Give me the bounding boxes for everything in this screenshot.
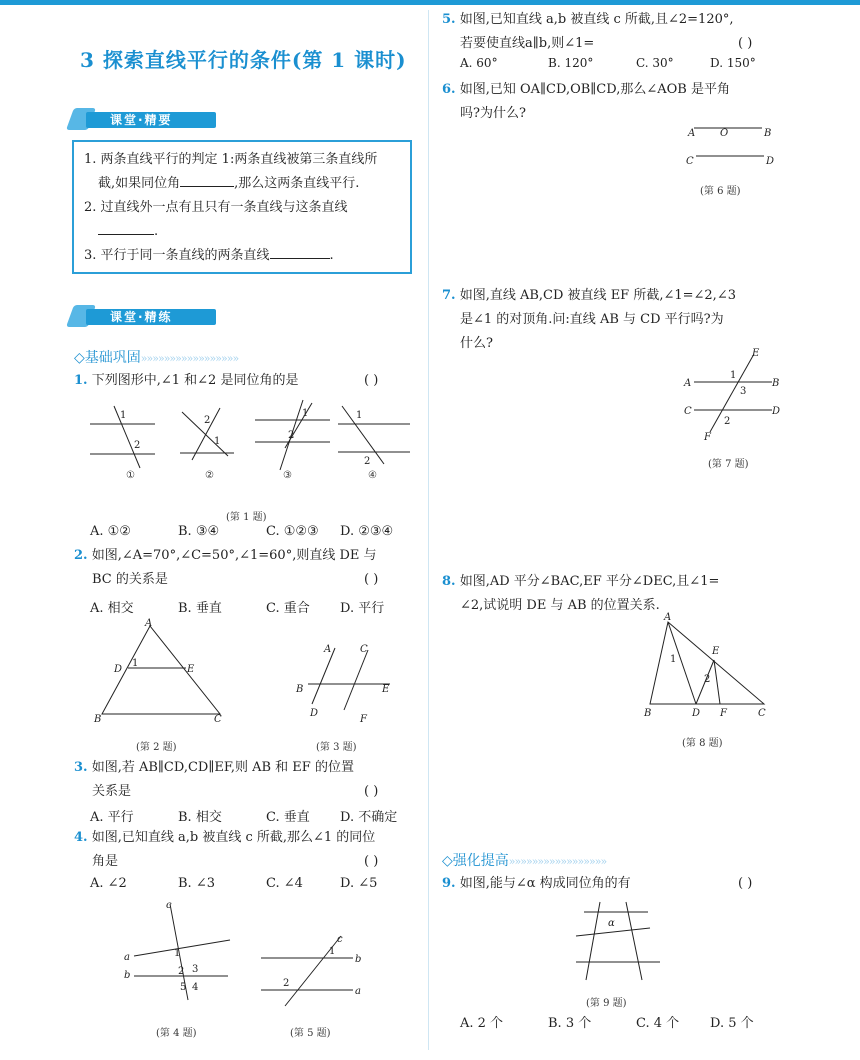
svg-text:1: 1 bbox=[120, 410, 127, 421]
svg-text:C: C bbox=[684, 406, 692, 417]
svg-text:O: O bbox=[720, 128, 729, 139]
ribbon-practice-label: 课堂·精练 bbox=[110, 310, 173, 324]
q1-option-d[interactable]: D. ②③④ bbox=[340, 524, 394, 539]
svg-text:1: 1 bbox=[132, 658, 139, 669]
svg-text:3: 3 bbox=[192, 964, 199, 975]
svg-text:C: C bbox=[686, 156, 694, 167]
svg-text:b: b bbox=[355, 954, 362, 965]
answer-blank[interactable] bbox=[98, 220, 154, 235]
q7-figure bbox=[680, 346, 790, 446]
q2-figure bbox=[90, 618, 240, 728]
svg-text:2: 2 bbox=[704, 674, 711, 685]
q8-line2: ∠2,试说明 DE 与 AB 的位置关系. bbox=[460, 598, 660, 613]
q7-caption: (第 7 题) bbox=[708, 459, 749, 470]
svg-text:D: D bbox=[772, 406, 781, 417]
svg-text:E: E bbox=[382, 684, 390, 695]
svg-text:5: 5 bbox=[180, 982, 187, 993]
q4-figure bbox=[120, 898, 240, 1008]
q2-option-a[interactable]: A. 相交 bbox=[90, 601, 134, 616]
q6-figure bbox=[684, 120, 794, 170]
q5-option-d[interactable]: D. 150° bbox=[710, 56, 756, 70]
svg-text:A: A bbox=[684, 378, 692, 389]
q5-line2: 若要使直线a∥b,则∠1= bbox=[460, 36, 595, 51]
svg-text:1: 1 bbox=[670, 654, 677, 665]
q8-line1: 8. 如图,AD 平分∠BAC,EF 平分∠DEC,且∠1= bbox=[442, 574, 720, 589]
svg-text:B: B bbox=[644, 708, 652, 719]
svg-text:B: B bbox=[764, 128, 772, 139]
svg-text:A: A bbox=[145, 618, 153, 629]
q5-caption: (第 5 题) bbox=[290, 1028, 331, 1039]
svg-text:E: E bbox=[712, 646, 720, 657]
q1-option-c[interactable]: C. ①②③ bbox=[266, 524, 319, 539]
svg-text:F: F bbox=[360, 714, 367, 725]
q8-caption: (第 8 题) bbox=[682, 738, 723, 749]
page-title: 3 探索直线平行的条件(第 1 课时) bbox=[80, 48, 407, 72]
answer-paren[interactable]: ( ) bbox=[364, 572, 379, 587]
svg-text:A: A bbox=[688, 128, 696, 139]
svg-text:a: a bbox=[355, 986, 361, 997]
q6-caption: (第 6 题) bbox=[700, 186, 741, 197]
q4-option-c[interactable]: C. ∠4 bbox=[266, 876, 303, 891]
q2-line2: BC 的关系是 bbox=[92, 572, 168, 587]
svg-text:D: D bbox=[766, 156, 775, 167]
q2-line1: 2. 如图,∠A=70°,∠C=50°,∠1=60°,则直线 DE 与 bbox=[74, 548, 377, 563]
svg-text:1: 1 bbox=[329, 946, 336, 957]
answer-blank[interactable] bbox=[270, 244, 330, 259]
q9-figure bbox=[570, 898, 670, 988]
q5-option-a[interactable]: A. 60° bbox=[460, 56, 498, 70]
q9-caption: (第 9 题) bbox=[586, 998, 627, 1009]
answer-paren[interactable]: ( ) bbox=[364, 373, 379, 388]
section-basic: ◇基础巩固»»»»»»»»»»»»»»»»» bbox=[74, 350, 239, 366]
q2-option-c[interactable]: C. 重合 bbox=[266, 601, 310, 616]
q1-option-a[interactable]: A. ①② bbox=[90, 524, 131, 539]
svg-text:c: c bbox=[337, 934, 343, 945]
svg-text:1: 1 bbox=[356, 410, 363, 421]
svg-text:2: 2 bbox=[204, 415, 211, 426]
svg-text:2: 2 bbox=[364, 456, 371, 467]
ribbon-practice bbox=[70, 305, 220, 327]
svg-text:b: b bbox=[124, 970, 131, 981]
svg-text:4: 4 bbox=[192, 982, 199, 993]
q9-option-d[interactable]: D. 5 个 bbox=[710, 1016, 754, 1031]
ribbon-key-points-label: 课堂·精要 bbox=[110, 113, 173, 127]
q3-option-d[interactable]: D. 不确定 bbox=[340, 810, 398, 825]
section-advanced: ◇强化提高»»»»»»»»»»»»»»»»» bbox=[442, 853, 607, 869]
q1-stem: 1. 下列图形中,∠1 和∠2 是同位角的是 bbox=[74, 373, 299, 388]
svg-text:c: c bbox=[166, 900, 172, 911]
svg-text:C: C bbox=[360, 644, 368, 655]
svg-text:2: 2 bbox=[134, 440, 141, 451]
q1-caption: (第 1 题) bbox=[226, 512, 267, 523]
q5-line1: 5. 如图,已知直线 a,b 被直线 c 所截,且∠2=120°, bbox=[442, 12, 734, 27]
q4-line1: 4. 如图,已知直线 a,b 被直线 c 所截,那么∠1 的同位 bbox=[74, 830, 376, 845]
svg-text:2: 2 bbox=[724, 416, 731, 427]
q7-line3: 什么? bbox=[460, 336, 493, 351]
top-color-bar bbox=[0, 0, 860, 5]
svg-text:2: 2 bbox=[288, 430, 295, 441]
q9-option-c[interactable]: C. 4 个 bbox=[636, 1016, 680, 1031]
column-divider bbox=[428, 10, 429, 1050]
q5-figure bbox=[255, 928, 365, 1018]
q3-figure bbox=[290, 640, 400, 730]
svg-text:A: A bbox=[324, 644, 332, 655]
answer-paren[interactable]: ( ) bbox=[738, 876, 753, 891]
svg-text:1: 1 bbox=[174, 948, 181, 959]
svg-text:2: 2 bbox=[283, 978, 290, 989]
q9-option-b[interactable]: B. 3 个 bbox=[548, 1016, 592, 1031]
q5-option-c[interactable]: C. 30° bbox=[636, 56, 674, 70]
svg-text:1: 1 bbox=[302, 408, 309, 419]
q6-line2: 吗?为什么? bbox=[460, 106, 526, 121]
summary-item-2: 2. 过直线外一点有且只有一条直线与这条直线 bbox=[84, 200, 348, 215]
q1-option-b[interactable]: B. ③④ bbox=[178, 524, 220, 539]
q4-line2: 角是 bbox=[92, 854, 119, 869]
q3-option-c[interactable]: C. 垂直 bbox=[266, 810, 310, 825]
q1-fig-label-3: ③ bbox=[283, 470, 292, 481]
svg-text:A: A bbox=[664, 612, 672, 623]
q6-line1: 6. 如图,已知 OA∥CD,OB∥CD,那么∠AOB 是平角 bbox=[442, 82, 730, 97]
answer-paren[interactable]: ( ) bbox=[364, 784, 379, 799]
svg-text:E: E bbox=[187, 664, 195, 675]
answer-blank[interactable] bbox=[180, 172, 234, 187]
svg-text:α: α bbox=[608, 918, 615, 929]
svg-text:1: 1 bbox=[214, 436, 221, 447]
q5-option-b[interactable]: B. 120° bbox=[548, 56, 594, 70]
summary-item-1: 1. 两条直线平行的判定 1:两条直线被第三条直线所 bbox=[84, 152, 378, 167]
q3-option-b[interactable]: B. 相交 bbox=[178, 810, 222, 825]
svg-text:D: D bbox=[310, 708, 319, 719]
q8-figure bbox=[640, 612, 780, 722]
svg-text:2: 2 bbox=[178, 966, 185, 977]
q7-line2: 是∠1 的对顶角.问:直线 AB 与 CD 平行吗?为 bbox=[460, 312, 724, 327]
svg-text:a: a bbox=[124, 952, 130, 963]
svg-text:1: 1 bbox=[730, 370, 737, 381]
q2-option-d[interactable]: D. 平行 bbox=[340, 601, 385, 616]
q9-stem: 9. 如图,能与∠α 构成同位角的有 bbox=[442, 876, 631, 891]
svg-text:C: C bbox=[214, 714, 222, 725]
q3-caption: (第 3 题) bbox=[316, 742, 357, 753]
q4-option-a[interactable]: A. ∠2 bbox=[90, 876, 127, 891]
summary-item-3: 3. 平行于同一条直线的两条直线 . bbox=[84, 244, 377, 268]
q2-caption: (第 2 题) bbox=[136, 742, 177, 753]
summary-box: 1. 两条直线平行的判定 1:两条直线被第三条直线所 截,如果同位角 ,那么这两条直线平行. 2. 过直线外一点有且只有一条直线与这条直线 . 3. 平行于同一条直线的两条直线 . bbox=[72, 140, 412, 274]
svg-text:B: B bbox=[296, 684, 304, 695]
q4-caption: (第 4 题) bbox=[156, 1028, 197, 1039]
q3-line2: 关系是 bbox=[92, 784, 132, 799]
q1-fig-label-2: ② bbox=[205, 470, 214, 481]
answer-paren[interactable]: ( ) bbox=[738, 36, 753, 51]
svg-text:D: D bbox=[692, 708, 701, 719]
q3-line1: 3. 如图,若 AB∥CD,CD∥EF,则 AB 和 EF 的位置 bbox=[74, 760, 354, 775]
svg-text:B: B bbox=[772, 378, 780, 389]
q4-option-b[interactable]: B. ∠3 bbox=[178, 876, 215, 891]
q4-option-d[interactable]: D. ∠5 bbox=[340, 876, 378, 891]
q7-line1: 7. 如图,直线 AB,CD 被直线 EF 所截,∠1=∠2,∠3 bbox=[442, 288, 736, 303]
ribbon-key-points bbox=[70, 108, 220, 130]
svg-text:C: C bbox=[758, 708, 766, 719]
svg-text:B: B bbox=[94, 714, 102, 725]
svg-text:F: F bbox=[720, 708, 727, 719]
svg-text:E: E bbox=[752, 348, 760, 359]
q9-option-a[interactable]: A. 2 个 bbox=[460, 1016, 504, 1031]
svg-text:D: D bbox=[114, 664, 123, 675]
svg-text:F: F bbox=[704, 432, 711, 443]
q1-fig-label-1: ① bbox=[126, 470, 135, 481]
q3-option-a[interactable]: A. 平行 bbox=[90, 810, 134, 825]
q2-option-b[interactable]: B. 垂直 bbox=[178, 601, 222, 616]
q1-fig-label-4: ④ bbox=[368, 470, 377, 481]
answer-paren[interactable]: ( ) bbox=[364, 854, 379, 869]
svg-text:3: 3 bbox=[740, 386, 747, 397]
